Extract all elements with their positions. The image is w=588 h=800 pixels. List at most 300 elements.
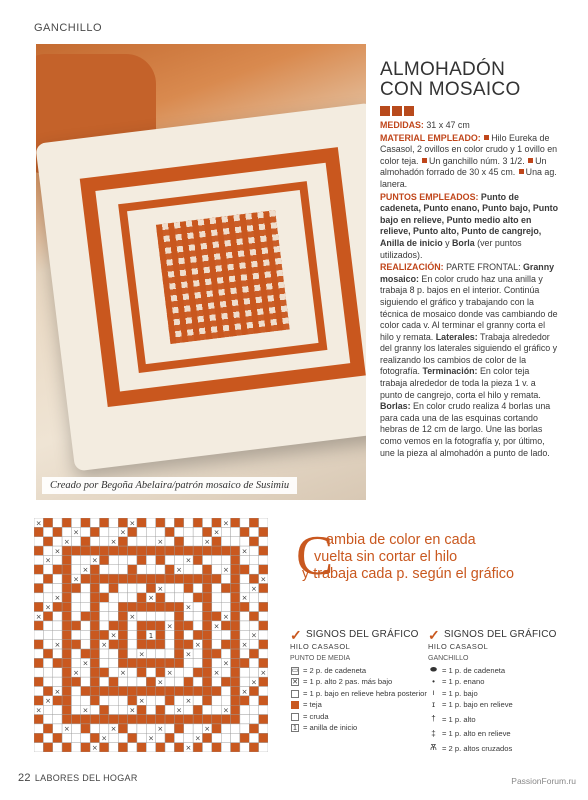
chart-cell — [165, 546, 174, 555]
chart-cell — [128, 677, 137, 686]
chart-cross-symbol: × — [185, 650, 192, 659]
chart-cell — [34, 584, 43, 593]
double-crochet-icon: † — [431, 714, 436, 724]
chart-cell — [221, 584, 230, 593]
chart-cell — [109, 686, 118, 695]
chart-cell — [193, 696, 202, 705]
chart-cell — [202, 555, 211, 564]
cushion-photo — [36, 44, 366, 500]
legend-item: † = 1 p. alto — [428, 715, 573, 726]
chart-cell — [118, 555, 127, 564]
chart-cell — [71, 743, 80, 752]
teja-swatch-icon — [291, 701, 299, 709]
chart-cell — [202, 668, 211, 677]
chart-cell — [43, 733, 52, 742]
chart-cell — [193, 527, 202, 536]
chart-cell — [146, 696, 155, 705]
chart-cell — [146, 621, 155, 630]
chart-cell — [34, 593, 43, 602]
chart-cell — [184, 565, 193, 574]
chart-cell — [128, 593, 137, 602]
chart-cross-symbol: × — [35, 519, 42, 528]
chart-cell — [193, 574, 202, 583]
chart-cell — [53, 621, 62, 630]
chart-cell — [90, 649, 99, 658]
chart-cell — [53, 537, 62, 546]
chart-cell — [90, 565, 99, 574]
chart-cell — [259, 621, 268, 630]
chart-cell — [249, 527, 258, 536]
chart-cell — [43, 546, 52, 555]
chart-cell — [34, 743, 43, 752]
legend-subheading: GANCHILLO — [428, 655, 469, 662]
chart-cell — [249, 546, 258, 555]
chart-cell — [240, 555, 249, 564]
chart-cross-symbol: × — [45, 697, 51, 706]
chart-cell — [137, 565, 146, 574]
chart-cell — [240, 621, 249, 630]
chart-cell — [193, 584, 202, 593]
chart-cell — [118, 630, 127, 639]
legend-item: ɪ = 1 p. bajo en relieve — [428, 700, 573, 711]
chart-cell — [71, 546, 80, 555]
chart-cross-symbol: × — [194, 734, 201, 743]
chart-cell — [184, 630, 193, 639]
legend-punto-media — [290, 627, 435, 734]
chart-start-marker: 1 — [148, 631, 154, 640]
chart-cell — [240, 574, 249, 583]
chart-cell — [118, 518, 127, 527]
chart-cell — [231, 724, 240, 733]
chart-cell — [259, 527, 268, 536]
chart-cell — [43, 565, 52, 574]
watermark: PassionForum.ru — [511, 776, 576, 786]
chart-cross-symbol: × — [54, 640, 61, 649]
slip-stitch-icon: • — [432, 676, 435, 686]
chart-cell — [193, 593, 202, 602]
chart-cell — [109, 658, 118, 667]
chart-cell — [165, 630, 174, 639]
chart-cell — [62, 518, 71, 527]
chart-cell — [100, 621, 109, 630]
chart-cell — [90, 686, 99, 695]
chart-cell — [193, 677, 202, 686]
chart-cell — [109, 677, 118, 686]
chart-cell — [212, 677, 221, 686]
chart-cross-symbol: × — [138, 650, 145, 659]
chart-cell — [137, 546, 146, 555]
chart-cell — [71, 602, 80, 611]
chart-cell — [90, 658, 99, 667]
chart-cross-symbol: × — [91, 556, 98, 565]
legend-item: ✕ = 1 p. alto 2 pas. más bajo — [292, 677, 393, 686]
chart-cell — [184, 518, 193, 527]
chart-cell — [231, 574, 240, 583]
chart-cell — [193, 686, 202, 695]
chart-cell — [174, 621, 183, 630]
chart-cell — [109, 733, 118, 742]
chart-cell — [100, 584, 109, 593]
chart-cell — [109, 705, 118, 714]
chart-cell — [90, 527, 99, 536]
chart-cell — [109, 565, 118, 574]
chart-cell — [184, 612, 193, 621]
chart-cross-symbol: × — [251, 678, 257, 687]
chart-cell — [259, 537, 268, 546]
chart-cell — [202, 696, 211, 705]
chart-cell — [43, 593, 52, 602]
chart-cross-symbol: × — [176, 706, 183, 715]
chart-cell — [240, 518, 249, 527]
chart-cell — [34, 555, 43, 564]
chart-cell — [184, 537, 193, 546]
chart-cell — [249, 565, 258, 574]
chart-cell — [174, 612, 183, 621]
chart-cell — [249, 537, 258, 546]
chart-cell — [62, 733, 71, 742]
chart-cell — [240, 612, 249, 621]
chart-cell — [165, 686, 174, 695]
chart-cell — [43, 640, 52, 649]
chart-cross-symbol: × — [35, 706, 42, 715]
chart-cell — [100, 546, 109, 555]
chart-cell — [118, 724, 127, 733]
chart-cell — [249, 715, 258, 724]
chart-cross-symbol: × — [204, 538, 211, 547]
legend-subheading: PUNTO DE MEDIA — [290, 655, 351, 662]
chart-cell — [100, 612, 109, 621]
crochet-cushion — [36, 103, 366, 472]
chart-cell — [184, 677, 193, 686]
legend-heading: SIGNOS DEL GRÁFICO — [443, 629, 557, 640]
chart-cell — [221, 743, 230, 752]
chart-cell — [43, 668, 52, 677]
chart-cell — [165, 527, 174, 536]
chart-cell — [43, 658, 52, 667]
mosaic-motif — [156, 210, 290, 344]
chart-cell — [43, 724, 52, 733]
chart-cell — [202, 705, 211, 714]
check-icon: ✓ — [428, 627, 440, 643]
chart-cell — [62, 593, 71, 602]
chart-cell — [62, 696, 71, 705]
chart-cell — [137, 584, 146, 593]
chart-cell — [146, 658, 155, 667]
chart-cell — [249, 668, 258, 677]
chart-cell — [81, 649, 90, 658]
chart-cell — [53, 584, 62, 593]
chart-cell — [81, 696, 90, 705]
chart-cell — [90, 612, 99, 621]
chart-cell — [118, 574, 127, 583]
magazine-name: LABORES DEL HOGAR — [34, 773, 138, 783]
chart-cell — [81, 724, 90, 733]
chart-cell — [118, 658, 127, 667]
chart-cell — [212, 602, 221, 611]
chart-cell — [212, 686, 221, 695]
chart-cell — [71, 658, 80, 667]
chart-cell — [109, 593, 118, 602]
chart-cell — [90, 574, 99, 583]
chart-cell — [202, 630, 211, 639]
chart-cell — [156, 649, 165, 658]
chart-cell — [43, 621, 52, 630]
chart-cell — [71, 584, 80, 593]
chart-cell — [62, 527, 71, 536]
chart-cell — [34, 621, 43, 630]
chart-cell — [137, 574, 146, 583]
chart-cross-symbol: × — [63, 725, 70, 734]
chart-cross-symbol: × — [157, 725, 164, 734]
chart-cell — [212, 584, 221, 593]
chart-cell — [128, 640, 137, 649]
chart-cell — [43, 574, 52, 583]
chart-cell — [62, 621, 71, 630]
legend-brand: HILO CASASOL — [290, 641, 351, 651]
relief-single-crochet-icon: ɪ — [432, 699, 435, 709]
chart-cell — [193, 602, 202, 611]
chart-cell — [62, 715, 71, 724]
chart-cell — [231, 649, 240, 658]
chart-cell — [193, 743, 202, 752]
chart-cell — [81, 668, 90, 677]
chart-cell — [109, 584, 118, 593]
chart-cross-symbol: × — [119, 669, 126, 678]
chart-cell — [71, 705, 80, 714]
chart-cell — [128, 743, 137, 752]
chart-cell — [53, 733, 62, 742]
chart-cell — [90, 518, 99, 527]
legend-item: ⬬ = 1 p. de cadeneta — [428, 666, 573, 677]
chart-cross-symbol: × — [222, 519, 229, 528]
chart-cell — [53, 602, 62, 611]
check-icon: ✓ — [290, 627, 302, 643]
chart-cell — [231, 518, 240, 527]
chart-cell — [137, 602, 146, 611]
chart-cell — [128, 686, 137, 695]
chart-cell — [71, 555, 80, 564]
chart-cell — [118, 621, 127, 630]
chart-cell — [53, 612, 62, 621]
chart-cross-symbol: × — [260, 669, 267, 678]
chart-cell — [90, 696, 99, 705]
chart-cell — [202, 715, 211, 724]
chart-cell — [156, 546, 165, 555]
chart-cell — [259, 518, 268, 527]
chart-cell — [240, 649, 249, 658]
chart-cell — [81, 518, 90, 527]
pull-quote-line-1: ambia de color en cada — [326, 532, 476, 548]
chart-cell — [156, 743, 165, 752]
chart-cell — [71, 640, 80, 649]
chart-cell — [109, 640, 118, 649]
chart-cell — [202, 546, 211, 555]
chart-cell — [62, 640, 71, 649]
chart-cell — [90, 546, 99, 555]
chart-cell — [240, 602, 249, 611]
chart-cell — [249, 621, 258, 630]
chart-cell — [184, 724, 193, 733]
chart-cell — [221, 602, 230, 611]
chart-cell — [146, 668, 155, 677]
chart-cell — [53, 649, 62, 658]
chart-cell — [53, 527, 62, 536]
chart-cell — [100, 527, 109, 536]
chart-cell — [156, 555, 165, 564]
chart-cell — [100, 518, 109, 527]
chart-cell — [43, 518, 52, 527]
chart-cell — [221, 537, 230, 546]
chart-cell — [231, 686, 240, 695]
chart-cell — [231, 537, 240, 546]
chart-cell — [118, 537, 127, 546]
chart-cell — [43, 527, 52, 536]
chart-cell — [193, 555, 202, 564]
chart-cell — [156, 658, 165, 667]
chart-cell — [165, 743, 174, 752]
chart-cell — [62, 630, 71, 639]
chart-cell — [174, 630, 183, 639]
chart-cell — [212, 724, 221, 733]
chart-cell — [146, 686, 155, 695]
chart-cell — [156, 630, 165, 639]
chart-cross-symbol: × — [129, 612, 136, 621]
chart-cross-symbol: × — [91, 743, 98, 752]
chart-cell — [202, 593, 211, 602]
chart-cell — [137, 658, 146, 667]
chart-cell — [118, 546, 127, 555]
chart-cell — [212, 612, 221, 621]
chart-cell — [146, 602, 155, 611]
chart-cell — [240, 668, 249, 677]
chart-cell — [221, 621, 230, 630]
chart-cell — [137, 686, 146, 695]
chart-cell — [34, 649, 43, 658]
chart-cross-symbol: × — [45, 556, 51, 565]
chart-cell — [240, 715, 249, 724]
chart-cell — [259, 686, 268, 695]
cruda-swatch-icon — [291, 713, 299, 721]
chart-cell — [212, 630, 221, 639]
chart-cross-symbol: × — [157, 584, 164, 593]
chart-cell — [231, 546, 240, 555]
chart-cell — [81, 546, 90, 555]
chart-cell — [81, 686, 90, 695]
chart-cell — [81, 602, 90, 611]
chart-cell — [62, 677, 71, 686]
chart-cell — [43, 612, 52, 621]
chart-cross-symbol: × — [45, 603, 51, 612]
chart-cell — [100, 630, 109, 639]
chart-cell — [109, 621, 118, 630]
chart-cell — [240, 584, 249, 593]
chart-cell — [128, 630, 137, 639]
chart-cross-symbol: × — [101, 640, 108, 649]
chart-cross-symbol: × — [241, 547, 248, 556]
chart-cell — [240, 565, 249, 574]
chart-cell — [231, 630, 240, 639]
chart-cell — [146, 584, 155, 593]
legend-item: • = 1 p. enano — [428, 677, 573, 688]
chart-cell — [231, 612, 240, 621]
chart-cell — [221, 668, 230, 677]
chart-cell — [62, 602, 71, 611]
chart-cell — [146, 743, 155, 752]
chart-cross-symbol: × — [54, 547, 61, 556]
chart-cell — [174, 584, 183, 593]
chart-cell — [156, 715, 165, 724]
chart-cell — [231, 715, 240, 724]
article-title — [380, 60, 558, 100]
chart-cell — [128, 621, 137, 630]
chart-cell — [212, 715, 221, 724]
chart-cell — [231, 584, 240, 593]
chart-cross-symbol: × — [54, 687, 61, 696]
chart-cross-symbol: × — [213, 669, 220, 678]
medidas-paragraph: MEDIDAS: 31 x 47 cm — [380, 120, 470, 130]
chart-cell — [212, 537, 221, 546]
chart-cross-symbol: × — [222, 612, 229, 621]
legend-item: 1 = anilla de inicio — [290, 723, 435, 734]
chart-cell — [221, 574, 230, 583]
chart-cell — [137, 593, 146, 602]
chart-cell — [34, 686, 43, 695]
chart-cross-symbol: × — [119, 528, 126, 537]
chart-cell — [174, 668, 183, 677]
chart-cell — [62, 574, 71, 583]
chart-cell — [174, 715, 183, 724]
chart-cell — [259, 640, 268, 649]
chart-cell — [259, 555, 268, 564]
chart-cell — [53, 724, 62, 733]
chart-cell — [212, 743, 221, 752]
chart-cell — [128, 658, 137, 667]
title-line-1: ALMOHADÓN — [380, 59, 506, 80]
chart-cross-symbol: × — [110, 538, 117, 547]
chart-cell — [174, 649, 183, 658]
chart-cell — [174, 537, 183, 546]
chart-cell — [71, 649, 80, 658]
chart-cell — [71, 630, 80, 639]
chart-cell — [62, 546, 71, 555]
chart-cell — [259, 584, 268, 593]
chart-cell — [184, 584, 193, 593]
chart-cell — [109, 612, 118, 621]
chart-cell — [109, 668, 118, 677]
chart-cross-symbol: × — [222, 659, 229, 668]
chart-cell — [34, 602, 43, 611]
pull-quote-initial: C — [296, 525, 334, 587]
chart-cross-symbol: × — [241, 687, 248, 696]
chart-cell — [202, 602, 211, 611]
chart-cell — [184, 593, 193, 602]
crossed-double-crochet-icon: Ѫ — [430, 743, 437, 753]
chart-cell — [146, 565, 155, 574]
chart-cell — [165, 696, 174, 705]
chart-cross-symbol: × — [148, 594, 154, 603]
legend-item: Ѫ = 2 p. altos cruzados — [428, 744, 573, 755]
chart-cell — [90, 724, 99, 733]
chart-cell — [193, 668, 202, 677]
chart-cell — [184, 640, 193, 649]
chart-cell — [43, 537, 52, 546]
chart-cell — [156, 696, 165, 705]
chart-cell — [231, 668, 240, 677]
legend-brand: HILO CASASOL — [428, 641, 489, 651]
chart-cell — [165, 640, 174, 649]
chart-cell — [221, 686, 230, 695]
chart-cell — [128, 696, 137, 705]
